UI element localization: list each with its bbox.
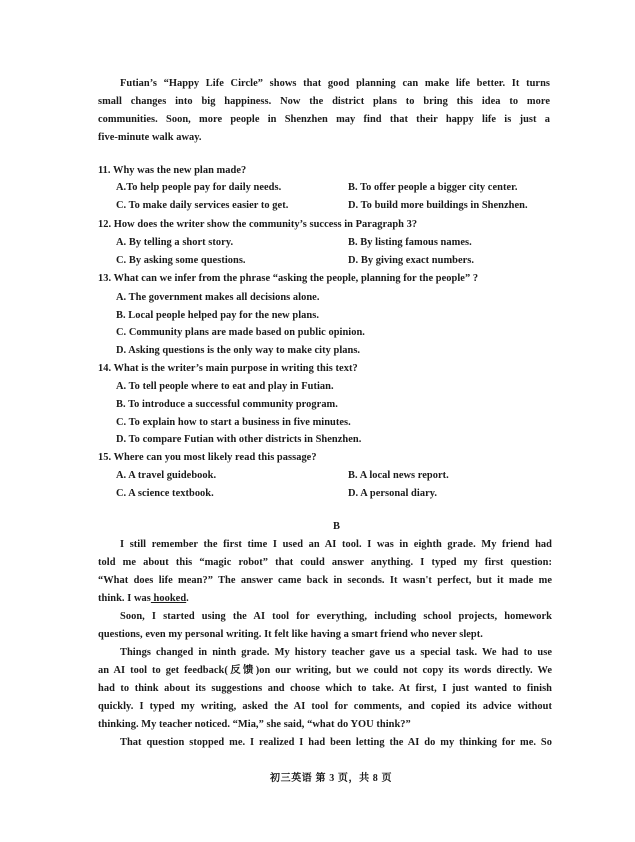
question-option: A. The government makes all decisions alone.	[116, 292, 320, 303]
passage-b-line: told me about this “magic robot” that could answer anything. I typed my first question:	[98, 557, 552, 568]
passage-a-line: Futian’s “Happy Life Circle” shows that good planning can make life better. It turns	[120, 78, 550, 89]
question-option: A. By telling a short story.	[116, 237, 234, 248]
question-option: D. To compare Futian with other districts in Shenzhen.	[116, 434, 362, 445]
passage-a-line: communities. Soon, more people in Shenzhen may find that their happy life is just a	[98, 114, 550, 125]
question-option: B. By listing famous names.	[348, 237, 472, 248]
question-option: C. A science textbook.	[116, 488, 214, 499]
question-stem: 11. Why was the new plan made?	[98, 165, 247, 176]
question-option: A. To tell people where to eat and play in Futian.	[116, 381, 334, 392]
passage-b-line: I still remember the first time I used an AI tool. I was in eighth grade. My friend had	[120, 539, 552, 550]
passage-a-line: small changes into big happiness. Now the district plans to bring this idea to more	[98, 96, 550, 107]
passage-b-text: think. I was	[98, 593, 151, 604]
question-option: B. Local people helped pay for the new plans.	[116, 310, 319, 321]
passage-b-line: That question stopped me. I realized I had been letting the AI do my thinking for me. So	[120, 737, 552, 748]
question-option: B. To introduce a successful community program.	[116, 399, 338, 410]
passage-b-line: “What does life mean?” The answer came back in seconds. It wasn't perfect, but it made me	[98, 575, 552, 586]
question-option: D. Asking questions is the only way to make city plans.	[116, 345, 361, 356]
question-stem: 15. Where can you most likely read this passage?	[98, 452, 317, 463]
passage-b-line: questions, even my personal writing. It felt like having a smart friend who never slept.	[98, 629, 483, 640]
question-option: C. To make daily services easier to get.	[116, 200, 289, 211]
question-stem: 13. What can we infer from the phrase “asking the people, planning for the people” ?	[98, 273, 479, 284]
passage-b-text: .	[186, 593, 189, 604]
section-heading: B	[333, 521, 340, 532]
question-option: D. By giving exact numbers.	[348, 255, 475, 266]
passage-b-line: an AI tool to get feedback(反馈)on our writing, but we could not copy its words directly. We	[98, 665, 552, 676]
question-option: C. To explain how to start a business in five minutes.	[116, 417, 351, 428]
passage-b-line: had to think about its suggestions and choose which to take. At first, I just wanted to finish	[98, 683, 552, 694]
passage-b-line: Soon, I started using the AI tool for everything, including school projects, homework	[120, 611, 552, 622]
question-option: A. A travel guidebook.	[116, 470, 217, 481]
underlined-word-hooked: hooked	[150, 593, 187, 604]
passage-b-line: quickly. I typed my writing, asked the AI tool for comments, and copied its advice without	[98, 701, 552, 712]
question-option: C. By asking some questions.	[116, 255, 246, 266]
passage-b-line	[98, 592, 189, 606]
passage-b-line: thinking. My teacher noticed. “Mia,” she said, “what do YOU think?”	[98, 719, 411, 730]
question-option: A.To help people pay for daily needs.	[116, 182, 282, 193]
passage-b-line: Things changed in ninth grade. My history teacher gave us a special task. We had to use	[120, 647, 552, 658]
question-stem: 12. How does the writer show the community’s success in Paragraph 3?	[98, 219, 418, 230]
question-option: D. A personal diary.	[348, 488, 438, 499]
question-option: C. Community plans are made based on public opinion.	[116, 327, 365, 338]
question-stem: 14. What is the writer’s main purpose in writing this text?	[98, 363, 358, 374]
question-option: D. To build more buildings in Shenzhen.	[348, 200, 528, 211]
question-option: B. A local news report.	[348, 470, 449, 481]
question-option: B. To offer people a bigger city center.	[348, 182, 518, 193]
passage-a-line: five-minute walk away.	[98, 132, 202, 143]
page-footer: 初三英语 第 3 页，共 8 页	[270, 773, 393, 784]
